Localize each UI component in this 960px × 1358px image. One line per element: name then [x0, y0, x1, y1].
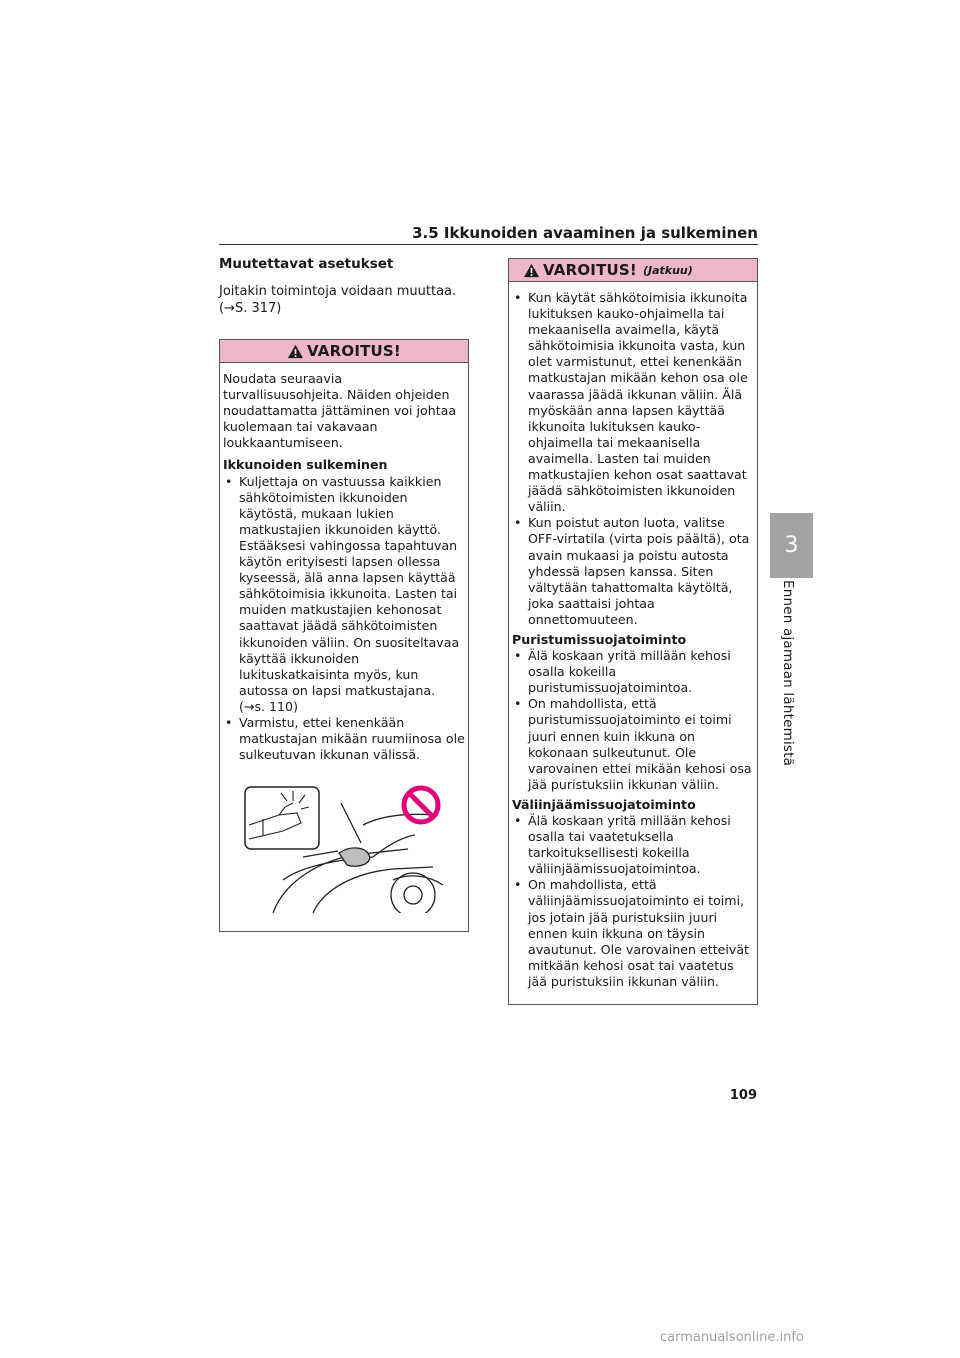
- warning-list: [223, 474, 465, 764]
- warning-continued-label: (Jatkuu): [642, 263, 693, 277]
- warning-subheading: Ikkunoiden sulkeminen: [223, 457, 388, 473]
- warning-header: [509, 259, 757, 282]
- warning-list: [512, 290, 754, 628]
- header-divider: [219, 244, 758, 245]
- list-item: • On mahdollista, että väliinjäämissuojatoiminto ei toimi, jos jotain jää puristuksiin juuri ennen kuin ikkuna on täysin avautunut. Ole varovainen etteivät mitkään kehosi osat tai vaatetus jää puristuksiin ikkunan väliin.: [512, 877, 754, 990]
- warning-box: [219, 339, 469, 932]
- right-column: [508, 258, 758, 1005]
- left-column: [219, 256, 469, 932]
- chapter-title: Ennen ajamaan lähtemistä: [780, 580, 796, 767]
- list-item: • Kuljettaja on vastuussa kaikkien sähkötoimisten ikkunoiden käytöstä, mukaan lukien matkustajien ikkunoiden käyttö. Estääksesi vahingossa tapahtuvan käytön erityisesti lapsen ollessa kyseessä, älä anna lapsen käyttää sähkötoimisia ikkunoita. Lasten tai muiden matkustajien kehonosat saattavat jäädä sähkötoimisten ikkunoiden väliin. On suositeltavaa käyttää ikkunoiden lukituskatkaisinta myös, kun autossa on lapsi matkustajana. (→s. 110): [223, 474, 465, 715]
- list-item: • Älä koskaan yritä millään kehosi osalla kokeilla puristumissuojatoimintoa.: [512, 648, 754, 696]
- warning-triangle-icon: [287, 344, 304, 359]
- list-item: • On mahdollista, että puristumissuojatoiminto ei toimi juuri ennen kuin ikkuna on kokonaan sulkeutunut. Ole varovainen ettei mikään kehosi osa jää puristuksiin ikkunan väliin.: [512, 696, 754, 793]
- warning-list: [512, 813, 754, 990]
- chapter-number: 3: [784, 533, 799, 558]
- list-item: • Kun poistut auton luota, valitse OFF-virtatila (virta pois päältä), ota avain mukaasi ja poistu autosta yhdessä lapsen kanssa. Siten vältytään tahattomalta käytöltä, joka saattaisi johtaa onnettomuuteen.: [512, 515, 754, 628]
- catch-protection-heading: Väliinjäämissuojatoiminto: [512, 796, 696, 812]
- warning-title: VAROITUS!: [307, 342, 401, 360]
- warning-box-continued: [508, 258, 758, 1005]
- warning-body: [220, 363, 468, 931]
- settings-heading: Muutettavat asetukset: [219, 256, 394, 272]
- chapter-tab: [770, 513, 813, 578]
- pinch-protection-heading: Puristumissuojatoiminto: [512, 631, 687, 647]
- settings-intro: Joitakin toimintoja voidaan muuttaa. (→S. 317): [219, 284, 457, 316]
- warning-list: [512, 648, 754, 793]
- warning-body: [509, 282, 757, 1004]
- warning-title: VAROITUS!: [543, 261, 637, 279]
- list-item: • Varmistu, ettei kenenkään matkustajan mikään ruumiinosa ole sulkeutuvan ikkunan välissä.: [223, 715, 465, 763]
- list-item: • Älä koskaan yritä millään kehosi osalla tai vaatetuksella tarkoituksellisesti kokeilla väliinjäämissuojatoimintoa.: [512, 813, 754, 877]
- list-item: • Kun käytät sähkötoimisia ikkunoita lukituksen kauko-ohjaimella tai mekaanisella avaimella, käytä sähkötoimisia ikkunoita vasta, kun olet varmistunut, ettei kenenkään matkustajan mikään kehon osa ole vaarassa jäädä ikkunan väliin. Älä myöskään anna lapsen käyttää ikkunoita lukituksen kauko-ohjaimella tai mekaanisella avaimella. Lasten tai muiden matkustajien kehon osat saattavat jäädä sähkötoimisten ikkunoiden väliin.: [512, 290, 754, 515]
- page-number: 109: [729, 1088, 757, 1103]
- warning-header: [220, 340, 468, 363]
- window-pinch-illustration: [243, 785, 443, 913]
- watermark: carmanualsonline.info: [660, 1330, 804, 1345]
- warning-triangle-icon: [523, 263, 540, 278]
- warning-intro: Noudata seuraavia turvallisuusohjeita. Näiden ohjeiden noudattamatta jättäminen voi johtaa kuolemaan tai vakavaan loukkaantumiseen.: [223, 371, 457, 451]
- section-title: 3.5 Ikkunoiden avaaminen ja sulkeminen: [412, 224, 758, 242]
